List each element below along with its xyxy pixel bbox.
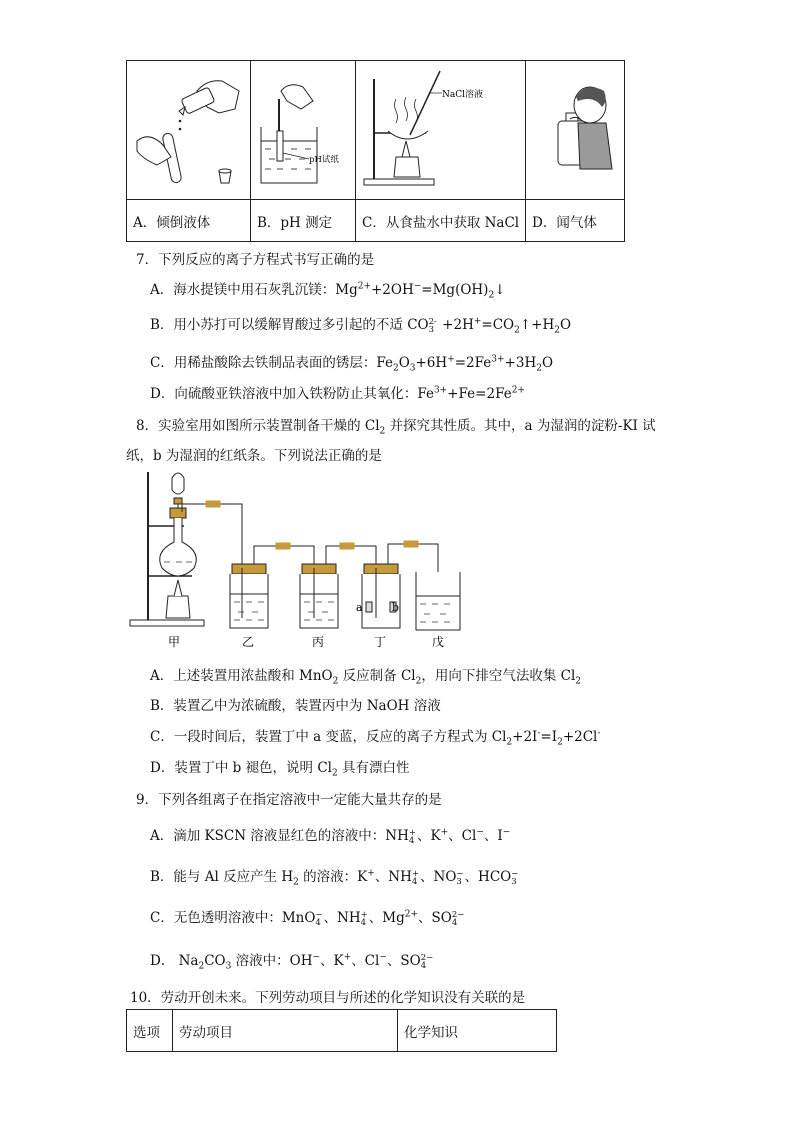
q9-option-a: A．滴加 KSCN 溶液显红色的溶液中：NH+ 4 、K+、Cl−、I−: [150, 827, 511, 846]
q7-option-d: D．向硫酸亚铁溶液中加入铁粉防止其氧化：$Fe^{3+}+Fe=2Fe^{2+}$: [150, 385, 525, 402]
q10-header-labor: 劳动项目: [173, 1010, 398, 1052]
q6-option-d: D．闻气体: [526, 200, 625, 242]
ph-test-figure: [251, 61, 356, 200]
q8-option-a: A．上述装置用浓盐酸和 MnO$_2$ 反应制备 $Cl_2$，用向下排空气法收集 $Cl_2$: [150, 668, 582, 687]
q7-option-a: A．海水提镁中用石灰乳沉镁：$Mg^{2+}+2OH^-=Mg(OH)_2↓$: [150, 281, 506, 301]
q8-option-c: C．一段时间后，装置丁中 a 变蓝，反应的离子方程式为 $Cl_2+2I^-=I_2+2Cl^-$: [150, 728, 601, 748]
q6-option-c: C．从食盐水中获取 NaCl: [356, 200, 526, 242]
evaporation-figure: [356, 61, 526, 200]
pour-liquid-illustration: [127, 61, 250, 195]
cl2-apparatus-diagram: [126, 468, 476, 652]
pour-liquid-figure: [127, 61, 251, 200]
q10-header-option: 选项: [127, 1010, 173, 1052]
nacl-solution-label: NaCl溶液: [442, 90, 484, 100]
q9-option-d: D． $Na_2CO_3$ 溶液中：OH−、K+、Cl−、SO2− 4: [150, 952, 434, 972]
ph-paper-label: pH试纸: [309, 155, 339, 165]
q7-stem: 7．下列反应的离子方程式书写正确的是: [136, 252, 375, 268]
ph-test-illustration: [251, 61, 355, 195]
q6-option-b: B．pH 测定: [251, 200, 356, 242]
evaporation-illustration: [356, 61, 525, 195]
apparatus-label-ding: 丁: [374, 635, 387, 649]
q9-option-b: B．能与 Al 反应产生 $H_2$ 的溶液：K+、NH+ 4 、NO− 3 、HCO− 3: [150, 868, 519, 888]
q6-option-a: A．倾倒液体: [127, 200, 251, 242]
q9-option-c: C．无色透明溶液中：MnO− 4 、NH+ 4 、$Mg^{2+}$、SO2− 4: [150, 909, 465, 928]
smell-gas-figure: [526, 61, 625, 200]
q8-option-d: D．装置丁中 b 褪色，说明 $Cl_2$ 具有漂白性: [150, 760, 410, 779]
strip-label-a: a: [356, 601, 363, 614]
q8-option-b: B．装置乙中为浓硫酸，装置丙中为 NaOH 溶液: [150, 698, 441, 714]
q6-figure-table: [126, 60, 625, 242]
q8-stem-line1: 8．实验室用如图所示装置制备干燥的 $Cl_2$ 并探究其性质。其中，a 为湿润的淀粉-KI 试: [136, 418, 656, 437]
apparatus-label-yi: 乙: [242, 635, 255, 649]
strip-label-b: b: [392, 601, 400, 614]
q8-stem-line2: 纸，b 为湿润的红纸条。下列说法正确的是: [126, 448, 382, 464]
apparatus-label-jia: 甲: [168, 635, 181, 649]
q7-option-c: C．用稀盐酸除去铁制品表面的锈层：$Fe_2O_3+6H^+=2Fe^{3+}+3H_2O$: [150, 354, 554, 374]
apparatus-label-wu: 戊: [432, 635, 445, 649]
q10-stem: 10．劳动开创未来。下列劳动项目与所述的化学知识没有关联的是: [130, 990, 526, 1006]
q7-option-b: B．用小苏打可以缓解胃酸过多引起的不适 CO2- $3 +2H^+=CO_2↑+H_2O$: [150, 316, 572, 336]
q9-stem: 9．下列各组离子在指定溶液中一定能大量共存的是: [136, 792, 442, 808]
apparatus-label-bing: 丙: [312, 635, 325, 649]
q10-table: [126, 1009, 557, 1052]
q10-header-knowledge: 化学知识: [398, 1010, 557, 1052]
smell-gas-illustration: [526, 61, 624, 195]
table-row: [127, 1010, 557, 1052]
